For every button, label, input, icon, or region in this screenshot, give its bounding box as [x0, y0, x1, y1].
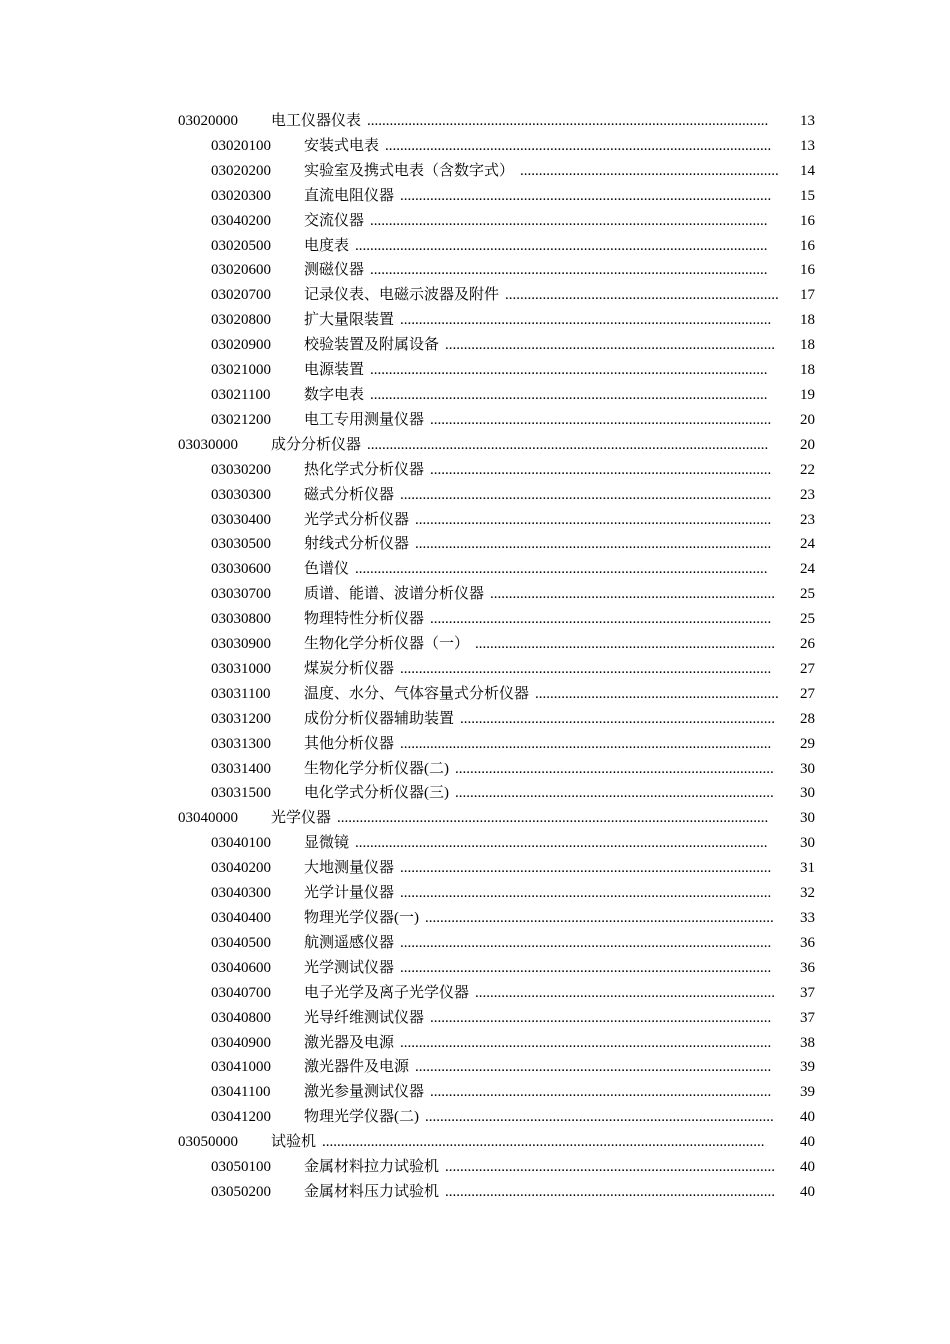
toc-leader-dots: ..................................................................... — [520, 162, 779, 179]
toc-leader-dots: ................................................................................................... — [400, 312, 772, 329]
toc-entry-code: 03020900 — [211, 337, 271, 354]
toc-entry-title: 记录仪表、电磁示波器及附件 — [304, 287, 500, 304]
toc-entry-title: 物理光学仪器(二) — [304, 1109, 419, 1126]
toc-entry[interactable] — [0, 1055, 950, 1080]
toc-entry-page: 39 — [800, 1059, 815, 1076]
toc-entry-code: 03040600 — [211, 959, 271, 976]
toc-leader-dots: ........................................................................................... — [430, 611, 772, 628]
toc-leader-dots: ...................................................................................................................... — [322, 1134, 765, 1151]
toc-entry-title: 扩大量限装置 — [304, 312, 395, 329]
toc-entry[interactable] — [0, 906, 950, 931]
toc-entry-page: 16 — [800, 237, 815, 254]
toc-leader-dots: ................................................................................ — [475, 636, 775, 653]
toc-entry-code: 03021100 — [211, 386, 271, 403]
toc-entry[interactable] — [0, 781, 950, 806]
toc-entry[interactable] — [0, 333, 950, 358]
toc-leader-dots: ............................................................................................... — [415, 536, 772, 553]
toc-entry[interactable] — [0, 358, 950, 383]
toc-entry-title: 生物化学分析仪器（一） — [304, 636, 470, 653]
toc-leader-dots: ................................................................................................... — [400, 735, 772, 752]
toc-entry-page: 31 — [800, 860, 815, 877]
toc-leader-dots: ........................................................................................ — [445, 1183, 775, 1200]
toc-entry-page: 39 — [800, 1084, 815, 1101]
toc-entry-title: 光学测试仪器 — [304, 959, 395, 976]
toc-leader-dots: ................................................................................................... — [400, 187, 772, 204]
toc-entry[interactable] — [0, 707, 950, 732]
toc-entry-code: 03031400 — [211, 760, 271, 777]
toc-entry-title: 试验机 — [271, 1134, 317, 1151]
toc-entry[interactable] — [0, 383, 950, 408]
toc-leader-dots: ............................................................................................. — [425, 910, 774, 926]
toc-leader-dots: ................................................................................................... — [400, 860, 772, 877]
toc-entry-page: 13 — [800, 113, 815, 129]
toc-entry-title: 物理特性分析仪器 — [304, 611, 425, 628]
toc-entry-page: 26 — [800, 636, 815, 653]
toc-leader-dots: .............................................................................................................. — [355, 237, 768, 254]
toc-entry-title: 光导纤维测试仪器 — [304, 1009, 425, 1026]
toc-entry-page: 25 — [800, 586, 815, 603]
toc-entry-title: 交流仪器 — [304, 212, 365, 229]
toc-leader-dots: .............................................................................................................. — [355, 561, 768, 578]
toc-entry-title: 显微镜 — [304, 835, 350, 852]
toc-entry-code: 03021000 — [211, 362, 271, 379]
toc-entry-code: 03020500 — [211, 237, 271, 254]
toc-leader-dots: ......................................................................... — [505, 287, 779, 304]
toc-entry[interactable] — [0, 1130, 950, 1155]
toc-entry-title: 直流电阻仪器 — [304, 187, 395, 204]
toc-leader-dots: ............................................................................................... — [415, 511, 772, 528]
toc-entry-code: 03041200 — [211, 1109, 271, 1126]
toc-entry-code: 03030200 — [211, 461, 271, 478]
toc-entry-page: 33 — [800, 910, 815, 926]
toc-leader-dots: ................................................................................................... — [400, 934, 772, 951]
toc-entry-page: 20 — [800, 436, 815, 453]
toc-entry[interactable] — [0, 109, 950, 134]
toc-entry-page: 25 — [800, 611, 815, 628]
toc-entry[interactable] — [0, 981, 950, 1006]
toc-entry-code: 03020600 — [211, 262, 271, 279]
toc-entry-page: 27 — [800, 660, 815, 677]
toc-leader-dots: ....................................................................................................... — [385, 137, 772, 154]
toc-entry[interactable] — [0, 806, 950, 831]
toc-entry-title: 温度、水分、气体容量式分析仪器 — [304, 685, 530, 702]
toc-entry-code: 03030600 — [211, 561, 271, 578]
toc-leader-dots: ............................................................................................. — [425, 1109, 774, 1126]
toc-leader-dots: ........................................................................................................... — [367, 436, 769, 453]
toc-entry-title: 电工仪器仪表 — [271, 113, 362, 129]
toc-entry-page: 38 — [800, 1034, 815, 1051]
toc-entry[interactable] — [0, 1006, 950, 1031]
toc-entry-code: 03050000 — [178, 1134, 238, 1151]
toc-leader-dots: ........................................................................................... — [430, 461, 772, 478]
toc-entry[interactable] — [0, 508, 950, 533]
toc-entry-code: 03020100 — [211, 137, 271, 154]
toc-entry-page: 22 — [800, 461, 815, 478]
toc-leader-dots: ............................................................................................... — [415, 1059, 772, 1076]
toc-entry-code: 03040800 — [211, 1009, 271, 1026]
toc-leader-dots: ........................................................................................... — [430, 1009, 772, 1026]
toc-entry[interactable] — [0, 258, 950, 283]
toc-entry-code: 03050200 — [211, 1183, 271, 1200]
toc-entry-title: 光学计量仪器 — [304, 885, 395, 902]
toc-entry-title: 电工专用测量仪器 — [304, 411, 425, 428]
toc-entry-code: 03020800 — [211, 312, 271, 329]
toc-entry-code: 03040300 — [211, 885, 271, 902]
toc-entry-page: 40 — [800, 1183, 815, 1200]
toc-entry[interactable] — [0, 308, 950, 333]
toc-entry-title: 物理光学仪器(一) — [304, 910, 419, 926]
toc-entry[interactable] — [0, 632, 950, 657]
toc-entry-page: 14 — [800, 162, 815, 179]
toc-entry-title: 数字电表 — [304, 386, 365, 403]
toc-entry[interactable] — [0, 184, 950, 209]
toc-entry-title: 色谱仪 — [304, 561, 350, 578]
toc-leader-dots: ........................................................................................................... — [367, 113, 769, 129]
toc-leader-dots: ..................................................................................... — [455, 760, 774, 777]
toc-entry-code: 03040000 — [178, 810, 238, 827]
toc-entry[interactable] — [0, 408, 950, 433]
toc-entry-page: 18 — [800, 362, 815, 379]
toc-entry-title: 激光参量测试仪器 — [304, 1084, 425, 1101]
toc-entry-title: 安装式电表 — [304, 137, 380, 154]
toc-entry[interactable] — [0, 757, 950, 782]
toc-entry-code: 03040500 — [211, 934, 271, 951]
toc-entry-title: 实验室及携式电表（含数字式） — [304, 162, 515, 179]
toc-leader-dots: .......................................................................................................... — [370, 262, 768, 279]
toc-entry-title: 电化学式分析仪器(三) — [304, 785, 449, 802]
toc-entry-title: 质谱、能谱、波谱分析仪器 — [304, 586, 485, 603]
toc-entry-code: 03031200 — [211, 710, 271, 727]
toc-entry-page: 40 — [800, 1109, 815, 1126]
toc-entry-code: 03020200 — [211, 162, 271, 179]
toc-entry-page: 24 — [800, 561, 815, 578]
toc-entry-page: 40 — [800, 1134, 815, 1151]
toc-entry-title: 激光器件及电源 — [304, 1059, 410, 1076]
toc-entry-page: 32 — [800, 885, 815, 902]
toc-entry-page: 36 — [800, 934, 815, 951]
toc-entry[interactable] — [0, 283, 950, 308]
toc-entry-page: 23 — [800, 486, 815, 503]
toc-entry-page: 15 — [800, 187, 815, 204]
toc-entry[interactable] — [0, 1155, 950, 1180]
toc-entry-page: 30 — [800, 785, 815, 802]
toc-leader-dots: ................................................................................................... — [400, 885, 772, 902]
toc-entry[interactable] — [0, 1031, 950, 1056]
toc-entry-code: 03020000 — [178, 113, 238, 129]
toc-entry-code: 03030000 — [178, 436, 238, 453]
toc-entry-title: 大地测量仪器 — [304, 860, 395, 877]
toc-entry[interactable] — [0, 483, 950, 508]
toc-entry-page: 23 — [800, 511, 815, 528]
toc-entry[interactable] — [0, 856, 950, 881]
toc-entry-code: 03030400 — [211, 511, 271, 528]
toc-entry[interactable] — [0, 682, 950, 707]
toc-entry-title: 光学仪器 — [271, 810, 332, 827]
toc-entry-page: 17 — [800, 287, 815, 304]
toc-entry-page: 20 — [800, 411, 815, 428]
toc-leader-dots: ................................................................................................................... — [337, 810, 769, 827]
toc-entry[interactable] — [0, 732, 950, 757]
toc-entry-code: 03020300 — [211, 187, 271, 204]
toc-entry-page: 30 — [800, 835, 815, 852]
toc-leader-dots: ............................................................................ — [490, 586, 775, 603]
toc-entry[interactable] — [0, 557, 950, 582]
toc-entry-title: 金属材料压力试验机 — [304, 1183, 440, 1200]
toc-entry-page: 30 — [800, 760, 815, 777]
toc-entry-code: 03030500 — [211, 536, 271, 553]
toc-entry-code: 03031300 — [211, 735, 271, 752]
toc-entry-page: 18 — [800, 337, 815, 354]
toc-leader-dots: ........................................................................................... — [430, 1084, 772, 1101]
toc-entry-title: 煤炭分析仪器 — [304, 660, 395, 677]
toc-entry[interactable] — [0, 831, 950, 856]
toc-entry-code: 03030300 — [211, 486, 271, 503]
toc-leader-dots: ................................................................................ — [475, 984, 775, 1001]
toc-leader-dots: .............................................................................................................. — [355, 835, 768, 852]
toc-entry-code: 03041100 — [211, 1084, 271, 1101]
toc-leader-dots: .......................................................................................................... — [370, 362, 768, 379]
toc-entry-title: 热化学式分析仪器 — [304, 461, 425, 478]
toc-entry[interactable] — [0, 1080, 950, 1105]
toc-leader-dots: ................................................................. — [535, 685, 779, 702]
toc-leader-dots: ................................................................................................... — [400, 1034, 772, 1051]
toc-entry-title: 成份分析仪器辅助装置 — [304, 710, 455, 727]
toc-leader-dots: ........................................................................................ — [445, 337, 775, 354]
toc-entry-title: 金属材料拉力试验机 — [304, 1159, 440, 1176]
toc-entry-title: 磁式分析仪器 — [304, 486, 395, 503]
toc-entry-title: 射线式分析仪器 — [304, 536, 410, 553]
toc-leader-dots: ................................................................................................... — [400, 660, 772, 677]
toc-entry-code: 03040200 — [211, 212, 271, 229]
toc-entry-code: 03050100 — [211, 1159, 271, 1176]
toc-leader-dots: .......................................................................................................... — [370, 386, 768, 403]
toc-entry[interactable] — [0, 881, 950, 906]
toc-entry[interactable] — [0, 159, 950, 184]
toc-leader-dots: ..................................................................................... — [455, 785, 774, 802]
toc-entry-code: 03040100 — [211, 835, 271, 852]
toc-entry-title: 其他分析仪器 — [304, 735, 395, 752]
toc-entry-code: 03031500 — [211, 785, 271, 802]
toc-entry-page: 27 — [800, 685, 815, 702]
toc-entry-title: 电子光学及离子光学仪器 — [304, 984, 470, 1001]
toc-entry[interactable] — [0, 532, 950, 557]
toc-entry-code: 03040200 — [211, 860, 271, 877]
toc-entry-page: 37 — [800, 1009, 815, 1026]
toc-entry-code: 03040400 — [211, 910, 271, 926]
toc-entry-page: 18 — [800, 312, 815, 329]
toc-entry-page: 28 — [800, 710, 815, 727]
toc-entry-page: 36 — [800, 959, 815, 976]
toc-entry[interactable] — [0, 1105, 950, 1130]
toc-entry-title: 激光器及电源 — [304, 1034, 395, 1051]
toc-entry-page: 16 — [800, 212, 815, 229]
toc-entry-title: 生物化学分析仪器(二) — [304, 760, 449, 777]
toc-entry-page: 16 — [800, 262, 815, 279]
toc-entry-code: 03020700 — [211, 287, 271, 304]
toc-entry-title: 测磁仪器 — [304, 262, 365, 279]
toc-entry[interactable] — [0, 956, 950, 981]
toc-entry[interactable] — [0, 234, 950, 259]
table-of-contents — [0, 109, 950, 1205]
toc-entry-page: 37 — [800, 984, 815, 1001]
toc-entry-code: 03030900 — [211, 636, 271, 653]
toc-leader-dots: ................................................................................................... — [400, 486, 772, 503]
toc-entry[interactable] — [0, 657, 950, 682]
toc-entry[interactable] — [0, 931, 950, 956]
toc-leader-dots: .......................................................................................................... — [370, 212, 768, 229]
toc-entry-code: 03021200 — [211, 411, 271, 428]
toc-entry-page: 30 — [800, 810, 815, 827]
toc-entry[interactable] — [0, 607, 950, 632]
toc-entry[interactable] — [0, 1180, 950, 1205]
toc-entry-title: 电度表 — [304, 237, 350, 254]
toc-entry-page: 24 — [800, 536, 815, 553]
toc-leader-dots: ........................................................................................ — [445, 1159, 775, 1176]
toc-entry-title: 校验装置及附属设备 — [304, 337, 440, 354]
toc-entry-code: 03031100 — [211, 685, 271, 702]
toc-entry[interactable] — [0, 134, 950, 159]
toc-entry-page: 19 — [800, 386, 815, 403]
toc-entry-code: 03031000 — [211, 660, 271, 677]
toc-entry-code: 03030800 — [211, 611, 271, 628]
toc-entry-title: 航测遥感仪器 — [304, 934, 395, 951]
toc-entry[interactable] — [0, 209, 950, 234]
toc-entry-title: 光学式分析仪器 — [304, 511, 410, 528]
toc-entry-page: 13 — [800, 137, 815, 154]
toc-leader-dots: .................................................................................... — [460, 710, 775, 727]
toc-entry-title: 成分分析仪器 — [271, 436, 362, 453]
toc-entry[interactable] — [0, 458, 950, 483]
toc-entry-code: 03040900 — [211, 1034, 271, 1051]
toc-leader-dots: ................................................................................................... — [400, 959, 772, 976]
toc-entry-code: 03041000 — [211, 1059, 271, 1076]
toc-entry-code: 03030700 — [211, 586, 271, 603]
toc-leader-dots: ........................................................................................... — [430, 411, 772, 428]
toc-entry[interactable] — [0, 582, 950, 607]
toc-entry-page: 40 — [800, 1159, 815, 1176]
toc-entry-page: 29 — [800, 735, 815, 752]
toc-entry-code: 03040700 — [211, 984, 271, 1001]
toc-entry-title: 电源装置 — [304, 362, 365, 379]
toc-entry[interactable] — [0, 433, 950, 458]
